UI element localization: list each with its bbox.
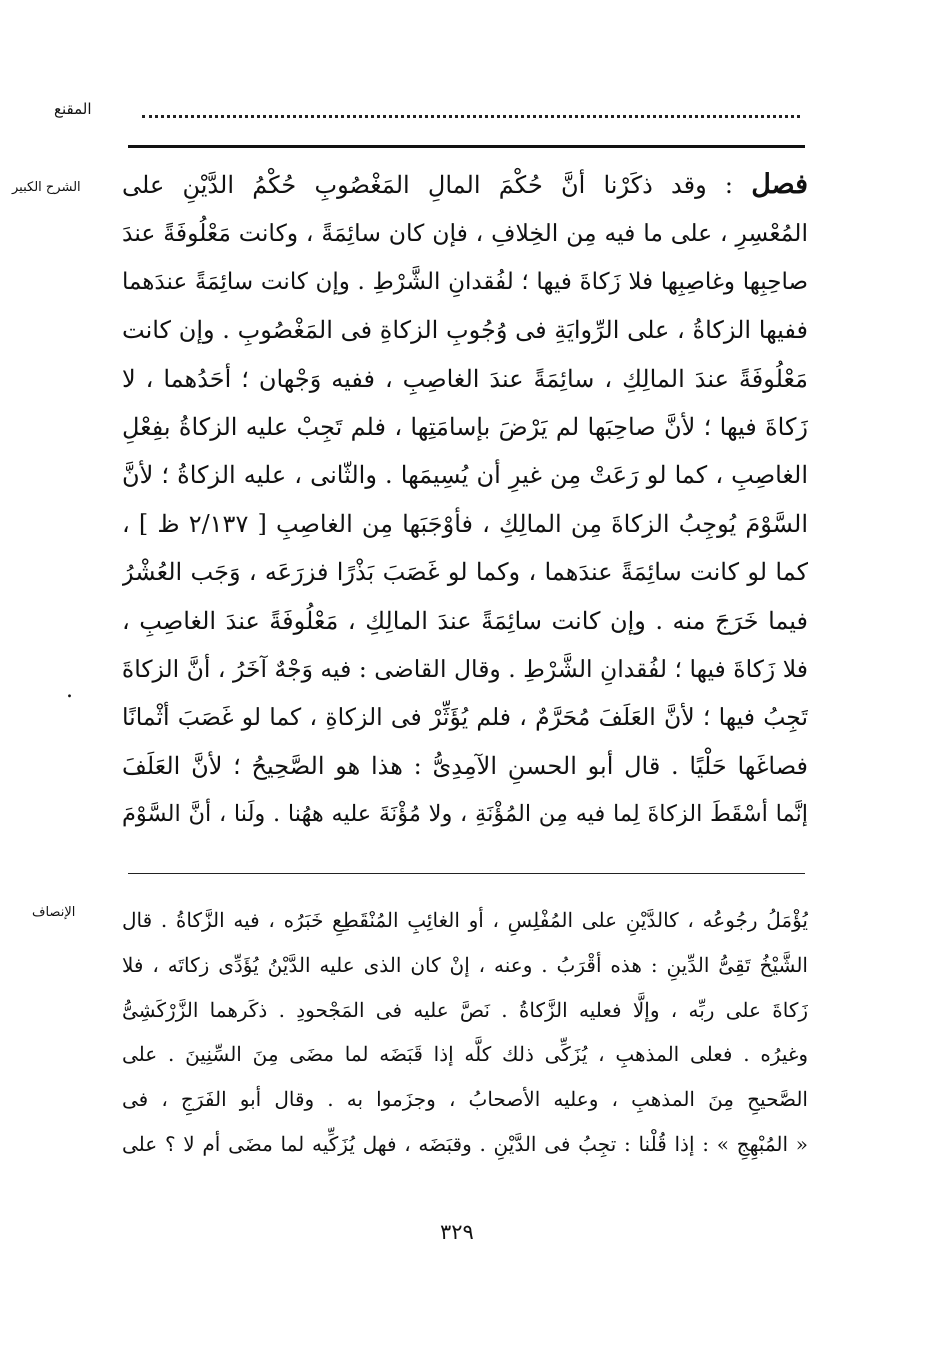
first-line-rest: : وقد ذكَرْنا أنَّ حُكْمَ المالِ المَغْصُوبِ حُكْمُ الدَّيْنِ على [122,171,734,199]
text-line: زَكاةَ على ربِّه ، وإلَّا فعليه الزَّكاةُ . نَصَّ عليه فى المَجْحودِ . ذكَرهما الزَّرْكَشِىُّ [122,997,808,1022]
section-divider [128,873,805,874]
dot-leader [142,104,800,118]
text-line: تَجِبُ فيها ؛ لأنَّ العَلَفَ مُحَرَّمٌ ، فلم يُؤَثِّرْ فى الزكاةِ ، كما لو غَصَبَ أثْمانًا [122,703,808,732]
margin-label-insaf: الإنصاف [32,905,76,920]
text-line: الصَّحيحِ مِنَ المذهبِ ، وعليه الأصحابُ ، وجزَموا به . وقال أبو الفَرَجِ ، فى [122,1087,808,1112]
text-line: فلا زَكاةَ فيها ؛ لفُقدانِ الشَّرْطِ . وقال القاضى : فيه وَجْهٌ آخَرُ ، أنَّ الزكاةَ [122,654,808,683]
header-rule [128,145,805,148]
text-line: فصاغَها حَلْيًا . قال أبو الحسنِ الآمِدِىُّ : هذا هو الصَّحِيحُ ؛ لأنَّ العَلَفَ [122,751,808,780]
text-line: « المُبْهِجِ » : إذا قُلْنا : تجِبُ فى الدَّيْنِ . وقبَضَه ، فهل يُزَكِّيه لما مضَى أم لا ؟ على [122,1131,808,1156]
section-heading-word: فصل [751,169,808,200]
page-number: ٣٢٩ [440,1220,474,1244]
text-line: المُعْسِرِ ، على ما فيه مِن الخِلافِ ، فإن كان سائِمَةً ، وكانت مَعْلُوفَةً عندَ [122,219,808,248]
text-line: السَّوْمَ يُوجِبُ الزكاةَ مِن المالِكِ ، فأوْجَبَها مِن الغاصِبِ [ ٢/١٣٧ ظ ] ، [122,509,808,538]
text-line: ففيها الزكاةُ ، على الرِّوايَةِ فى وُجُوبِ الزكاةِ فى المَغْصُوبِ . وإن كانت [122,316,808,345]
margin-stray-mark: . [66,678,73,703]
main-commentary-text [122,161,808,838]
text-line: كما لو كانت سائِمَةً عندَهما ، وكما لو غَصَبَ بَذْرًا فزرَعَه ، وَجَب العُشْرُ [122,558,808,587]
text-line: وغيرُه . فعلى المذهبِ ، يُزَكِّى ذلك كلَّه إذا قَبَضَه لما مضَى مِنَ السِّنِينَ . على [122,1042,808,1067]
text-line: الغاصِبِ ، كما لو رَعَتْ مِن غيرِ أن يُسِيمَها . والثّانى ، عليه الزكاةُ ؛ لأنَّ [122,461,808,490]
text-line: زَكاةَ فيها ؛ لأنَّ صاحِبَها لم يَرْضَ بإسامَتِها ، فلم تَجِبْ عليه الزكاةُ بفِعْلِ [122,412,808,441]
text-line: الشَّيْخُ تَقِىُّ الدِّينِ : هذه أقْرَبُ . وعنه ، إنْ كان الذى عليه الدَّيْنُ يُؤَدِّى زكاتَه ، فلا [122,952,808,977]
text-line: فيما خَرَجَ منه . وإن كانت سائِمَةً عندَ المالِكِ ، مَعْلُوفَةً عندَ الغاصِبِ ، [122,606,808,635]
text-line [122,161,808,209]
text-line: يُؤْمَلُ رجُوعُه ، كالدَّيْنِ على المُفْلِسِ ، أو الغائِبِ المُنْقَطِعِ خَبَرُه ، فيه الزَّكاةُ . قال [122,908,808,932]
insaf-text [122,898,808,1167]
text-line: إنَّما أسْقَطَ الزكاةَ لِما فيه مِن المُؤْنَةِ ، ولا مُؤْنَةَ عليه ههُنا . ولَنا ، أنَّ السَّوْمَ [122,801,808,828]
running-title: المقنع [54,100,92,118]
margin-label-sharh: الشرح الكبير [12,180,81,195]
text-line: مَعْلُوفَةً عندَ المالِكِ ، سائِمَةً عندَ الغاصِبِ ، ففيه وَجْهان ؛ أحَدُهما ، لا [122,364,808,393]
text-line: صاحِبِها وغاصِبِها فلا زَكاةَ فيها ؛ لفُقدانِ الشَّرْطِ . وإن كانت سائِمَةً عندَهما [122,268,808,295]
